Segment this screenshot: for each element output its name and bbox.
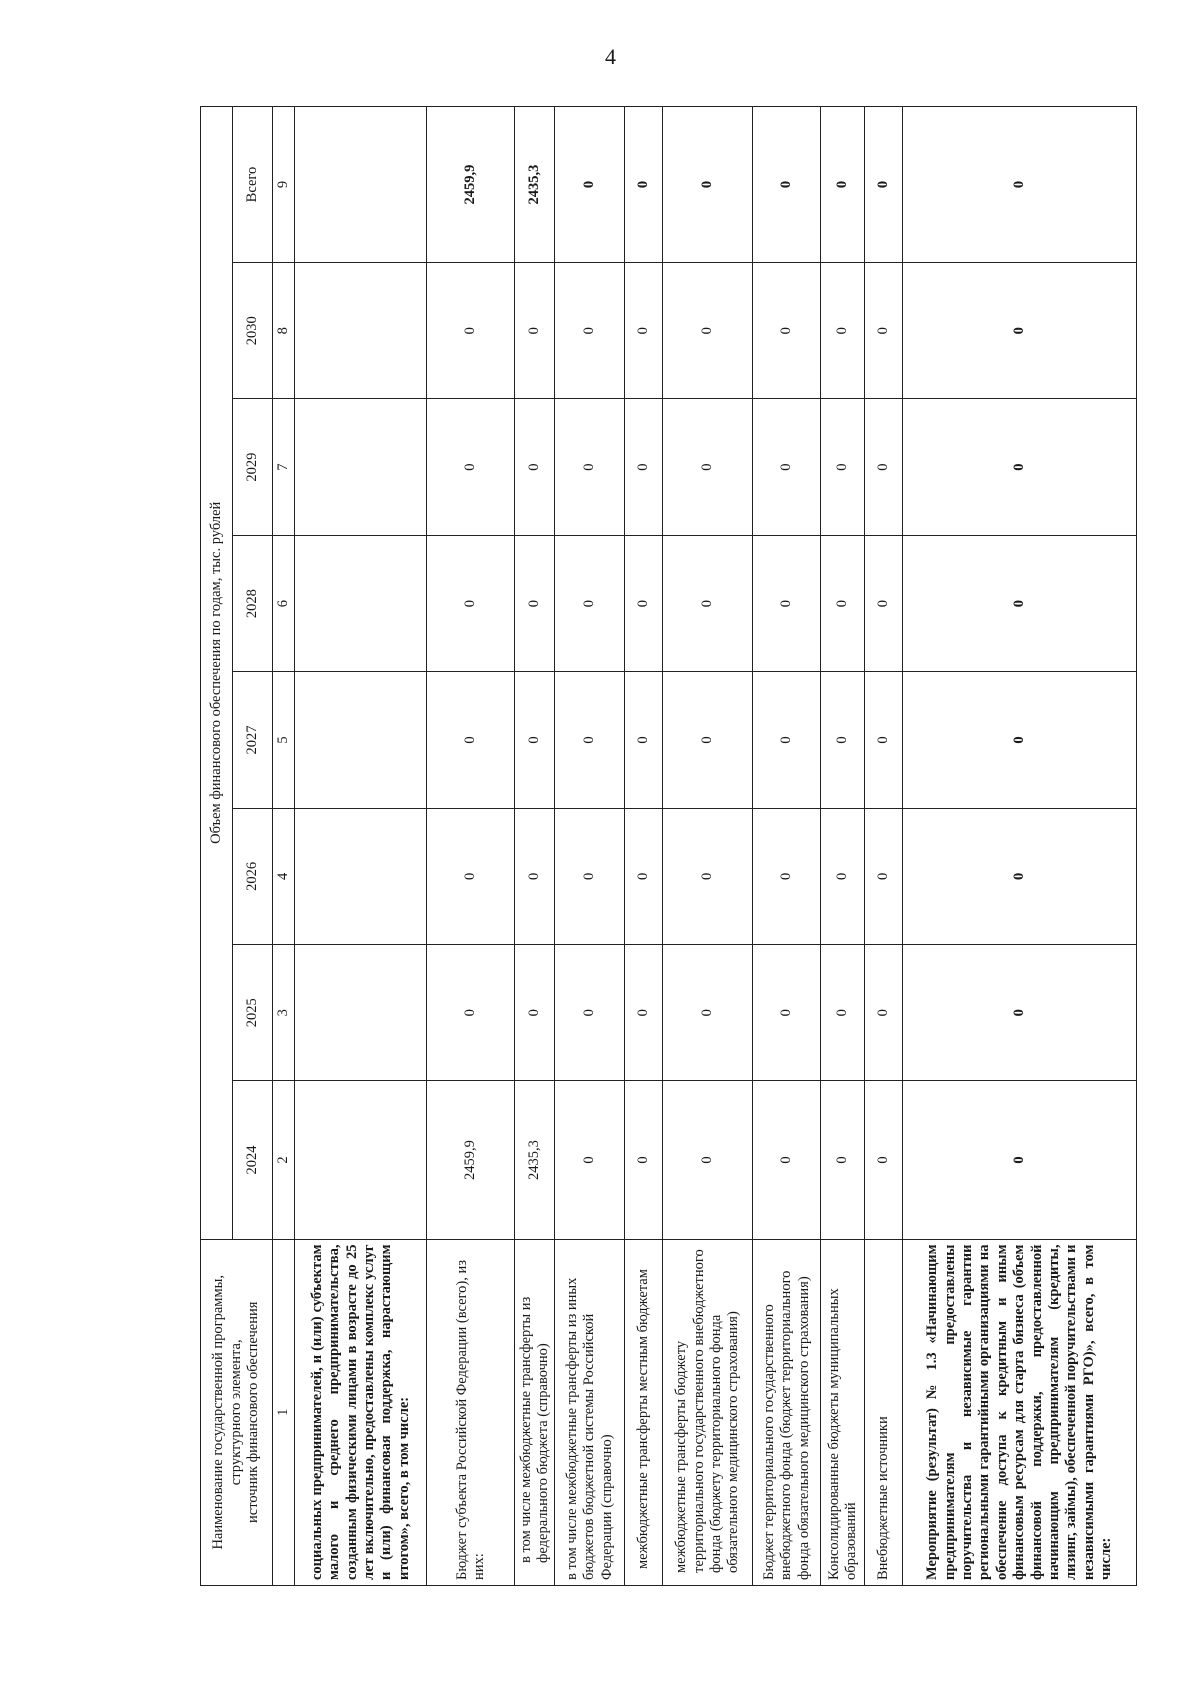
cell-total: 2459,9: [427, 107, 515, 263]
year-header: 2024: [233, 1081, 273, 1239]
name-column-header: [201, 1239, 273, 1585]
cell-value: 0: [555, 535, 625, 671]
cell-value: 0: [625, 535, 663, 671]
cell-value: 0: [865, 672, 903, 808]
cell-value: 0: [663, 399, 753, 535]
cell-value: 0: [821, 535, 865, 671]
cell-total: 0: [555, 107, 625, 263]
cell-value: 2459,9: [427, 1081, 515, 1239]
name-column-title: Наименование государственной программы, структурного элемента,: [210, 1275, 244, 1550]
cell-value: [295, 808, 427, 944]
cell-value: 0: [821, 1081, 865, 1239]
table-row: [753, 107, 821, 1586]
cell-value: 0: [903, 945, 1137, 1081]
cell-value: 0: [625, 263, 663, 399]
cell-value: 0: [555, 672, 625, 808]
cell-value: 0: [625, 1081, 663, 1239]
cell-value: 0: [625, 672, 663, 808]
cell-value: 0: [663, 808, 753, 944]
row-label: межбюджетные трансферты местным бюджетам: [625, 1239, 663, 1585]
cell-total: [295, 107, 427, 263]
cell-value: 0: [625, 945, 663, 1081]
table-row: [515, 107, 555, 1586]
cell-value: 0: [515, 263, 555, 399]
cell-value: 0: [903, 535, 1137, 671]
volume-header: Объем финансового обеспечения по годам, тыс. рублей: [201, 107, 233, 1240]
cell-value: 0: [625, 808, 663, 944]
cell-value: 0: [821, 945, 865, 1081]
column-number: 1: [273, 1239, 295, 1585]
column-number: 8: [273, 263, 295, 399]
column-number: 3: [273, 945, 295, 1081]
cell-value: 0: [515, 672, 555, 808]
rotated-table-container: [200, 106, 1132, 1586]
row-label: межбюджетные трансферты бюджету территориального государственного внебюджетного фонда (бюджету территориального фонда обязательного медицинского страхования): [663, 1239, 753, 1585]
cell-value: 0: [427, 399, 515, 535]
cell-value: [295, 399, 427, 535]
cell-value: 0: [753, 945, 821, 1081]
column-number: 7: [273, 399, 295, 535]
row-label: в том числе межбюджетные трансферты из федерального бюджета (справочно): [515, 1239, 555, 1585]
cell-value: 0: [555, 399, 625, 535]
row-label: Мероприятие (результат) № 1.3 «Начинающим предпринимателям предоставлены поручительства и независимые гарантии региональными гарантийными организациями на обеспечение доступа к кредитным и иным финансовым ресурсам для старта бизнеса (объем финансовой поддержки, предоставленной начинающим предпринимателям (кредиты, лизинг, займы), обеспеченной поручительствами и независимыми гарантиями РГО)», всего, в том числе:: [903, 1239, 1137, 1585]
cell-value: 0: [753, 1081, 821, 1239]
column-number: 9: [273, 107, 295, 263]
page-number: 4: [605, 44, 616, 69]
cell-value: [295, 672, 427, 808]
cell-value: 0: [555, 1081, 625, 1239]
cell-value: 0: [865, 1081, 903, 1239]
cell-total: 2435,3: [515, 107, 555, 263]
table-row: [663, 107, 753, 1586]
cell-value: 0: [753, 399, 821, 535]
column-number: 6: [273, 535, 295, 671]
cell-value: 0: [663, 672, 753, 808]
row-label: Бюджет субъекта Российской Федерации (всего), из них:: [427, 1239, 515, 1585]
table-row: [903, 107, 1137, 1586]
cell-value: 0: [663, 1081, 753, 1239]
cell-value: 0: [903, 399, 1137, 535]
column-number: 4: [273, 808, 295, 944]
cell-total: 0: [821, 107, 865, 263]
cell-value: 0: [427, 672, 515, 808]
table-row: [625, 107, 663, 1586]
cell-value: 0: [865, 399, 903, 535]
cell-value: 0: [515, 808, 555, 944]
financing-table: [200, 106, 1137, 1586]
cell-value: 0: [663, 945, 753, 1081]
year-header: 2029: [233, 399, 273, 535]
cell-value: 0: [663, 263, 753, 399]
cell-value: 0: [821, 808, 865, 944]
year-header: 2030: [233, 263, 273, 399]
row-label: Консолидированные бюджеты муниципальных образований: [821, 1239, 865, 1585]
cell-value: 0: [515, 945, 555, 1081]
cell-total: 0: [865, 107, 903, 263]
row-label: Внебюджетные источники: [865, 1239, 903, 1585]
table-row: [821, 107, 865, 1586]
cell-value: 0: [427, 263, 515, 399]
cell-value: [295, 535, 427, 671]
cell-value: 0: [555, 808, 625, 944]
column-number: 5: [273, 672, 295, 808]
row-label: в том числе межбюджетные трансферты из иных бюджетов бюджетной системы Российской Федерации (справочно): [555, 1239, 625, 1585]
cell-value: 0: [903, 263, 1137, 399]
cell-value: 0: [515, 399, 555, 535]
year-header: 2026: [233, 808, 273, 944]
cell-value: 0: [865, 263, 903, 399]
cell-value: 0: [821, 399, 865, 535]
cell-value: 0: [515, 535, 555, 671]
cell-total: 0: [903, 107, 1137, 263]
table-row: [427, 107, 515, 1586]
cell-value: [295, 263, 427, 399]
cell-value: 0: [427, 945, 515, 1081]
row-label: социальных предпринимателей, и (или) субъектам малого и среднего предпринимательства, созданным физическими лицами в возрасте до 25 лет включительно, предоставлены комплекс услуг и (или) финансовая поддержка, нарастающим итогом», всего, в том числе:: [295, 1239, 427, 1585]
cell-value: 0: [753, 808, 821, 944]
cell-total: 0: [625, 107, 663, 263]
column-number: 2: [273, 1081, 295, 1239]
cell-total: 0: [753, 107, 821, 263]
source-column-title: источник финансового обеспечения: [245, 1301, 262, 1523]
row-label: Бюджет территориального государственного внебюджетного фонда (бюджет территориального фонда обязательного медицинского страхования): [753, 1239, 821, 1585]
cell-value: 0: [427, 535, 515, 671]
cell-value: 0: [903, 672, 1137, 808]
cell-value: 0: [821, 263, 865, 399]
cell-value: 0: [625, 399, 663, 535]
cell-value: 0: [663, 535, 753, 671]
table-row: [865, 107, 903, 1586]
cell-value: 2435,3: [515, 1081, 555, 1239]
cell-value: 0: [865, 808, 903, 944]
cell-value: 0: [903, 1081, 1137, 1239]
cell-value: 0: [555, 945, 625, 1081]
total-header: Всего: [233, 107, 273, 263]
cell-value: 0: [865, 945, 903, 1081]
year-header: 2027: [233, 672, 273, 808]
table-row: [295, 107, 427, 1586]
cell-value: 0: [753, 263, 821, 399]
cell-value: 0: [903, 808, 1137, 944]
cell-value: 0: [865, 535, 903, 671]
cell-value: [295, 1081, 427, 1239]
table-row: [555, 107, 625, 1586]
year-header: 2028: [233, 535, 273, 671]
cell-value: [295, 945, 427, 1081]
cell-value: 0: [427, 808, 515, 944]
cell-total: 0: [663, 107, 753, 263]
year-header: 2025: [233, 945, 273, 1081]
cell-value: 0: [753, 535, 821, 671]
cell-value: 0: [753, 672, 821, 808]
cell-value: 0: [555, 263, 625, 399]
cell-value: 0: [821, 672, 865, 808]
